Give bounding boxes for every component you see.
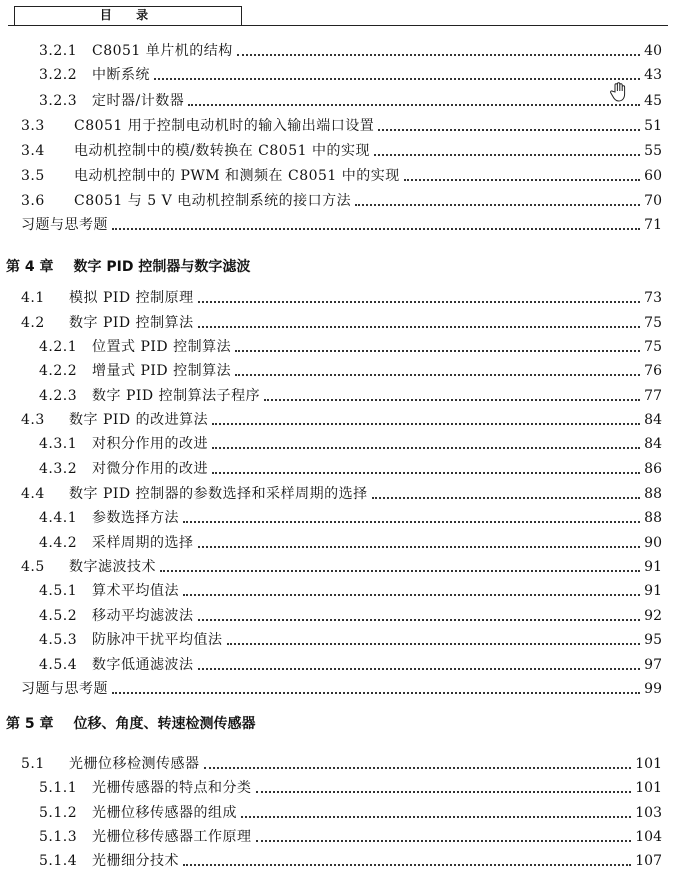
toc-entry: [39, 804, 662, 822]
dot-leader: [160, 569, 640, 572]
toc-entry-title: 电动机控制中的 PWM 和测频在 C8051 中的实现: [74, 168, 400, 184]
toc-entry-page: 84: [644, 412, 662, 428]
toc-entry-title: 位置式 PID 控制算法: [92, 339, 232, 355]
dot-leader: [212, 471, 640, 474]
toc-entry-title: C8051 单片机的结构: [92, 43, 233, 59]
toc-entry-title: C8051 与 5 V 电动机控制系统的接口方法: [74, 193, 352, 209]
toc-entry-title: 算术平均值法: [92, 583, 179, 599]
toc-entry-number: 4.2.1: [39, 339, 78, 355]
dot-leader: [198, 667, 641, 670]
toc-entry-page: 91: [644, 559, 662, 575]
toc-entry-number: 4.2.3: [39, 388, 78, 404]
toc-entry: [39, 387, 662, 405]
toc-entry: [21, 142, 662, 160]
toc-entry-number: 4.2.2: [39, 363, 78, 379]
toc-entry-page: 97: [644, 657, 662, 673]
toc-entry: [39, 852, 662, 870]
toc-entry-number: 5.1: [21, 756, 45, 772]
toc-entry: [39, 66, 662, 84]
toc-entry-number: 3.3: [21, 118, 45, 134]
toc-entry: [21, 167, 662, 185]
dot-leader: [378, 128, 640, 131]
dot-leader: [235, 349, 640, 352]
toc-entry-page: 60: [644, 168, 662, 184]
toc-entry-title: 对积分作用的改进: [92, 436, 208, 452]
dot-leader: [188, 103, 640, 106]
toc-entry-page: 77: [644, 388, 662, 404]
toc-entry: [39, 338, 662, 356]
toc-entry: [39, 607, 662, 625]
toc-entry-title: C8051 用于控制电动机时的输入输出端口设置: [74, 118, 375, 134]
toc-entry-title: 数字 PID 控制器的参数选择和采样周期的选择: [69, 486, 368, 502]
toc-entry-page: 86: [644, 461, 662, 477]
dot-leader: [227, 642, 641, 645]
dot-leader: [256, 839, 632, 842]
toc-entry-page: 70: [644, 193, 662, 209]
toc-entry-title: 参数选择方法: [92, 510, 179, 526]
toc-entry-number: 3.2.2: [39, 67, 78, 83]
toc-entry-page: 88: [644, 510, 662, 526]
dot-leader: [112, 227, 640, 230]
toc-entry-title: 光栅位移检测传感器: [69, 756, 200, 772]
dot-leader: [183, 520, 640, 523]
toc-entry: [39, 460, 662, 478]
toc-entry-number: 4.4.2: [39, 535, 78, 551]
toc-entry: [39, 42, 662, 60]
toc-entry-page: 75: [644, 339, 662, 355]
toc-entry-number: 4.3.1: [39, 436, 78, 452]
toc-entry-page: 101: [635, 756, 662, 772]
toc-entry-title: 数字 PID 控制算法子程序: [92, 388, 261, 404]
toc-entry-page: 45: [644, 93, 662, 109]
toc-entry-page: 103: [635, 805, 662, 821]
toc-entry-number: 4.5.2: [39, 608, 78, 624]
toc-entry-page: 92: [644, 608, 662, 624]
toc-entry-page: 40: [644, 43, 662, 59]
toc-entry-title: 中断系统: [92, 67, 150, 83]
toc-entry-page: 43: [644, 67, 662, 83]
toc-entry-number: 4.5.3: [39, 632, 78, 648]
toc-entry-page: 88: [644, 486, 662, 502]
toc-entry-page: 75: [644, 315, 662, 331]
toc-entry-title: 光栅位移传感器工作原理: [92, 829, 252, 845]
toc-entry: [21, 411, 662, 429]
header-rule: [8, 25, 668, 26]
dot-leader: [198, 325, 641, 328]
dot-leader: [183, 593, 640, 596]
toc-entry-number: 3.2.3: [39, 93, 78, 109]
dot-leader: [355, 203, 640, 206]
toc-entry: [21, 117, 662, 135]
toc-entry-title: 数字滤波技术: [69, 559, 156, 575]
chapter-title: 位移、角度、转速检测传感器: [73, 716, 256, 732]
page-title: 目 录: [99, 8, 159, 22]
toc-entry-number: 4.3.2: [39, 461, 78, 477]
dot-leader: [372, 496, 641, 499]
toc-entry: [39, 534, 662, 552]
toc-entry-title: 习题与思考题: [21, 681, 108, 697]
toc-entry-number: 3.5: [21, 168, 45, 184]
toc-entry-title: 增量式 PID 控制算法: [92, 363, 232, 379]
toc-entry: [39, 362, 662, 380]
toc-entry-page: 73: [644, 290, 662, 306]
toc-entry-page: 71: [644, 217, 662, 233]
toc-entry-number: 4.4: [21, 486, 45, 502]
toc-entry-page: 90: [644, 535, 662, 551]
toc-entry-title: 防脉冲干扰平均值法: [92, 632, 223, 648]
toc-entry-number: 5.1.4: [39, 853, 78, 869]
toc-entry-page: 76: [644, 363, 662, 379]
dot-leader: [241, 815, 631, 818]
dot-leader: [374, 153, 640, 156]
toc-entry-page: 91: [644, 583, 662, 599]
dot-leader: [256, 790, 632, 793]
dot-leader: [212, 422, 640, 425]
toc-entry: [21, 289, 662, 307]
toc-entry: [21, 314, 662, 332]
chapter-label: 第 5 章: [6, 716, 54, 732]
toc-entry-number: 4.5.4: [39, 657, 78, 673]
toc-entry: [21, 485, 662, 503]
toc-entry: [39, 435, 662, 453]
dot-leader: [204, 766, 632, 769]
toc-entry-number: 5.1.3: [39, 829, 78, 845]
toc-entry: [39, 779, 662, 797]
toc-entry-title: 光栅细分技术: [92, 853, 179, 869]
dot-leader: [235, 373, 640, 376]
hand-cursor-icon: [609, 82, 627, 102]
chapter-title: 数字 PID 控制器与数字滤波: [73, 259, 251, 275]
toc-entry: [21, 755, 662, 773]
toc-entry-page: 55: [644, 143, 662, 159]
toc-entry-title: 习题与思考题: [21, 217, 108, 233]
toc-entry: [39, 828, 662, 846]
toc-entry-title: 电动机控制中的模/数转换在 C8051 中的实现: [74, 143, 370, 159]
toc-entry-page: 95: [644, 632, 662, 648]
toc-entry-number: 4.5.1: [39, 583, 78, 599]
toc-entry-title: 移动平均滤波法: [92, 608, 194, 624]
chapter-heading-4: [6, 256, 250, 276]
toc-entry-title: 数字 PID 控制算法: [69, 315, 194, 331]
toc-entry-page: 51: [644, 118, 662, 134]
dot-leader: [237, 53, 640, 56]
dot-leader: [112, 691, 640, 694]
toc-entry: [21, 680, 662, 698]
header-tab: [14, 6, 242, 25]
toc-entry: [39, 509, 662, 527]
dot-leader: [198, 618, 641, 621]
toc-entry-number: 3.4: [21, 143, 45, 159]
dot-leader: [404, 178, 640, 181]
toc-entry-number: 5.1.1: [39, 780, 78, 796]
toc-entry-number: 4.1: [21, 290, 45, 306]
toc-entry-number: 3.2.1: [39, 43, 78, 59]
toc-entry-title: 对微分作用的改进: [92, 461, 208, 477]
toc-entry: [21, 216, 662, 234]
toc-entry: [21, 192, 662, 210]
toc-entry: [39, 631, 662, 649]
toc-entry-page: 104: [635, 829, 662, 845]
toc-entry-title: 数字 PID 的改进算法: [69, 412, 209, 428]
toc-entry-page: 99: [644, 681, 662, 697]
toc-entry: [39, 656, 662, 674]
toc-entry: [39, 92, 662, 110]
toc-entry-title: 光栅传感器的特点和分类: [92, 780, 252, 796]
dot-leader: [198, 545, 641, 548]
toc-entry-number: 4.3: [21, 412, 45, 428]
toc-entry-title: 数字低通滤波法: [92, 657, 194, 673]
toc-entry-page: 107: [635, 853, 662, 869]
toc-entry-number: 4.2: [21, 315, 45, 331]
dot-leader: [198, 300, 641, 303]
dot-leader: [212, 446, 640, 449]
dot-leader: [154, 77, 640, 80]
toc-entry-page: 101: [635, 780, 662, 796]
toc-entry-number: 3.6: [21, 193, 45, 209]
dot-leader: [264, 398, 640, 401]
toc-entry-number: 4.4.1: [39, 510, 78, 526]
toc-entry-title: 定时器/计数器: [92, 93, 185, 109]
toc-entry-title: 采样周期的选择: [92, 535, 194, 551]
toc-entry-number: 5.1.2: [39, 805, 78, 821]
chapter-label: 第 4 章: [6, 259, 54, 275]
toc-entry-page: 84: [644, 436, 662, 452]
toc-entry-title: 模拟 PID 控制原理: [69, 290, 194, 306]
toc-entry: [21, 558, 662, 576]
chapter-heading-5: [6, 713, 256, 733]
dot-leader: [183, 863, 631, 866]
toc-entry-number: 4.5: [21, 559, 45, 575]
toc-entry: [39, 582, 662, 600]
toc-entry-title: 光栅位移传感器的组成: [92, 805, 237, 821]
